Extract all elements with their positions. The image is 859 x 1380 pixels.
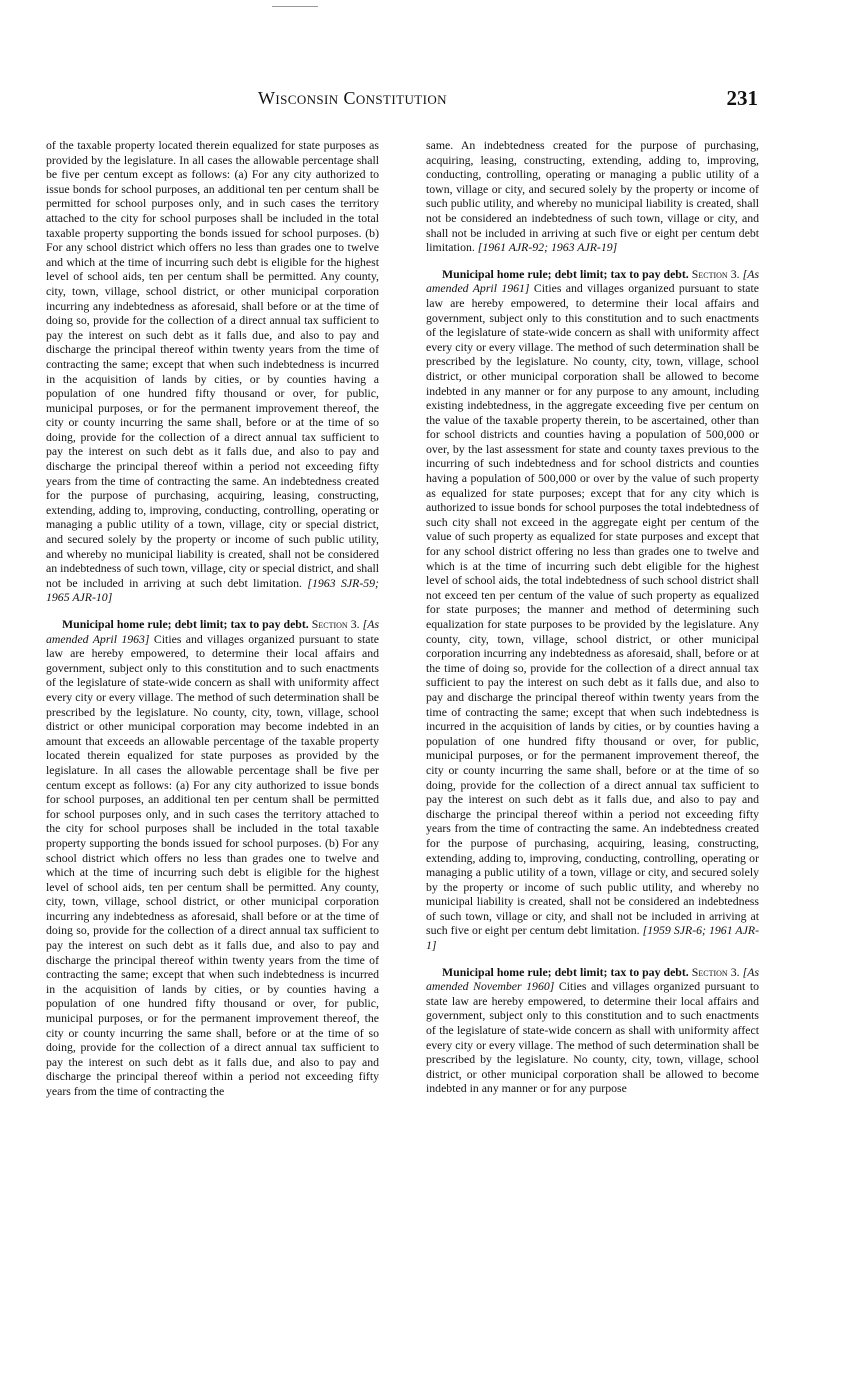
left-section-word: Section: [311, 617, 348, 631]
page-number: 231: [726, 86, 758, 110]
left-column: [46, 138, 379, 1360]
right-section-1-amendment: [As amended April 1961]: [426, 266, 759, 296]
left-section-number: 3.: [350, 617, 360, 631]
text-columns: [46, 138, 762, 1360]
right-section-1-word: Section: [691, 266, 728, 281]
left-section-paragraph: [46, 617, 379, 1099]
right-section-1-heading: Municipal home rule; debt limit; tax to pay debt.: [442, 266, 689, 281]
left-continuation-history: [1963 SJR-59; 1965 AJR-10]: [46, 575, 379, 605]
right-continuation-paragraph: [426, 138, 759, 255]
right-section-2-paragraph: [426, 965, 759, 1096]
right-section-1-paragraph: [426, 267, 759, 953]
right-section-1-history: [1959 SJR-6; 1961 AJR-1]: [426, 923, 759, 953]
running-head: [46, 88, 758, 118]
right-continuation-history: [1961 AJR-92; 1963 AJR-19]: [477, 240, 618, 255]
right-continuation-text: same. An indebtedness created for the purpose of purchasing, acquiring, leasing, constructing, extending, adding to, improving, conducting, controlling, operating or managing a public utility of a town, village or city, and secured solely by the property or income of such public utility, and whereby no municipal liability is created, shall not be considered an indebtedness of such town, village or city, and shall not be included in arriving at such five or eight per centum debt limitation.: [426, 138, 759, 255]
left-section-body: Cities and villages organized pursuant to state law are hereby empowered, to determine their local affairs and government, subject only to this constitution and to such enactments of the legislature of state-wide concern as shall with uniformity affect every city or every village. The method of such determination shall be prescribed by the legislature. No county, city, town, village, school district or other municipal corporation may become indebted in an amount that exceeds an allowable percentage of the taxable property located therein equalized for state purposes as provided by the legislature. In all cases the allowable percentage shall be five per centum except as follows: (a) For any city authorized to issue bonds for school purposes, an additional ten per centum shall be permitted for school purposes only, and in such cases the territory attached to the city for school purposes shall be included in the total taxable property supporting the bonds issued for school purposes. (b) For any school district which offers no less than grades one to twelve and which at the time of incurring such debt is eligible for the highest level of school aids, ten per centum shall be permitted. Any county, city, town, village, school district, or other municipal corporation incurring any indebtedness as aforesaid, shall before or at the time of doing so, provide for the collection of a direct annual tax sufficient to pay the interest on such debt as it falls due, and also to pay and discharge the principal thereof within twenty years from the time of contracting the same; except that when such indebtedness is incurred in the acquisition of lands by cities, or by counties having a population of one hundred fifty thousand or over, for public, municipal purposes, or for the permanent improvement thereof, the city or county incurring the same shall, before or at the time of so doing, provide for the collection of a direct annual tax sufficient to pay the interest on such debt as it falls due, and also to pay and discharge the principal thereof within a period not exceeding fifty years from the time of contracting the: [46, 631, 379, 1098]
left-section-heading: Municipal home rule; debt limit; tax to pay debt.: [62, 617, 309, 631]
right-section-2-amendment: [As amended November 1960]: [426, 964, 759, 994]
right-section-2-number: 3.: [730, 964, 740, 979]
left-continuation-text: of the taxable property located therein equalized for state purposes as provided by the legislature. In all cases the allowable percentage shall be five per centum except as follows: (a) For any city authorized to issue bonds for school purposes, an additional ten per centum shall be permitted for school purposes only, and in such cases the territory attached to the city for school purposes shall be included in the total taxable property supporting the bonds issued for school purposes. (b) For any school district which offers no less than grades one to twelve and which at the time of incurring such debt is eligible for the highest level of school aids, ten per centum shall be permitted. Any county, city, town, village, school district, or other municipal corporation incurring any indebtedness as aforesaid, shall before or at the time of doing so, provide for the collection of a direct annual tax sufficient to pay the interest on such debt as it falls due, and also to pay and discharge the principal thereof within twenty years from the time of contracting the same; except that when such indebtedness is incurred in the acquisition of lands by cities, or by counties having a population of one hundred fifty thousand or over, for public, municipal purposes, or for the permanent improvement thereof, the city or county incurring the same shall, before or at the time of so doing, provide for the collection of a direct annual tax sufficient to pay the interest on such debt as it falls due, and also to pay and discharge the principal thereof within a period not exceeding fifty years from the time of contracting the same. An indebtedness created for the purpose of purchasing, acquiring, leasing, constructing, extending, adding to, improving, conducting, controlling, operating or managing a public utility of a town, village, city or special district, and secured solely by the property or income of such public utility, and whereby no municipal liability is created, shall not be considered an indebtedness of such town, village, city or special district, and shall not be included in arriving at such debt limitation.: [46, 138, 379, 590]
left-section-amendment: [As amended April 1963]: [46, 617, 379, 646]
right-section-1-number: 3.: [730, 266, 740, 281]
right-section-1-body: Cities and villages organized pursuant to state law are hereby empowered, to determine their local affairs and government, subject only to this constitution and to such enactments of the legislature of state-wide concern as shall with uniformity affect every city or every village. The method of such determination shall be prescribed by the legislature. No county, city, town, village, school district, or other municipal corporation shall be allowed to become indebted in any manner or for any purpose to any amount, including existing indebtedness, in the aggregate exceeding five per centum on the value of the taxable property therein, to be ascertained, other than for school districts and counties having a population of 500,000 or over, by the last assessment for state and county taxes previous to the incurring of such indebtedness and for school districts and counties having a population of 500,000 or over by the value of such property as equalized for state purposes; except that for any city which is authorized to issue bonds for school purposes the total indebtedness of such city shall not exceed in the aggregate eight per centum of the value of such property as equalized for state purposes and except that for any school district offering no less than grades one to twelve and which is at the time of incurring such debt eligible for the highest level of school aids, the total indebtedness of such school district shall not exceed ten per centum of the value of such property as equalized for state purposes; the manner and method of determining such equalization for state purposes to be provided by the legislature. Any county, city, town, village, school district, or other municipal corporation incurring any indebtedness as aforesaid, shall, before or at the time of doing so, provide for the collection of a direct annual tax sufficient to pay the interest on such debt as it falls due, and also to pay and discharge the principal thereof within twenty years from the time of contracting the same; except that when such indebtedness is incurred in the acquisition of lands by cities, or by counties having a population of one hundred fifty thousand or over, for public, municipal purposes, or for the permanent improvement thereof, the city or county incurring the same shall, before or at the time of so doing, provide for the collection of a direct annual tax sufficient to pay the interest on such debt as it falls due, and also to pay and discharge the principal thereof within a period not exceeding fifty years from the time of contracting the same. An indebtedness created for the purpose of purchasing, acquiring, leasing, constructing, extending, adding to, improving, conducting, controlling, operating or managing a public utility of a town, village or city, and secured solely by the property or income of such public utility, and whereby no municipal liability is created, shall not be considered an indebtedness of such town, village or city, and shall not be included in arriving at such five or eight per centum debt limitation.: [426, 281, 759, 938]
right-section-2-word: Section: [691, 964, 728, 979]
header-title: Wisconsin Constitution: [258, 88, 447, 108]
right-section-2-body: Cities and villages organized pursuant to state law are hereby empowered, to determine their local affairs and government, subject only to this constitution and to such enactments of the legislature of state-wide concern as shall with uniformity affect every city or every village. The method of such determination shall be prescribed by the legislature. No county, city, town, village, school district, or other municipal corporation shall be allowed to become indebted in any manner or for any purpose: [426, 979, 759, 1096]
left-continuation-paragraph: [46, 138, 379, 605]
right-section-2-heading: Municipal home rule; debt limit; tax to pay debt.: [442, 964, 689, 979]
right-column: [426, 138, 759, 1360]
top-rule: [272, 6, 318, 7]
